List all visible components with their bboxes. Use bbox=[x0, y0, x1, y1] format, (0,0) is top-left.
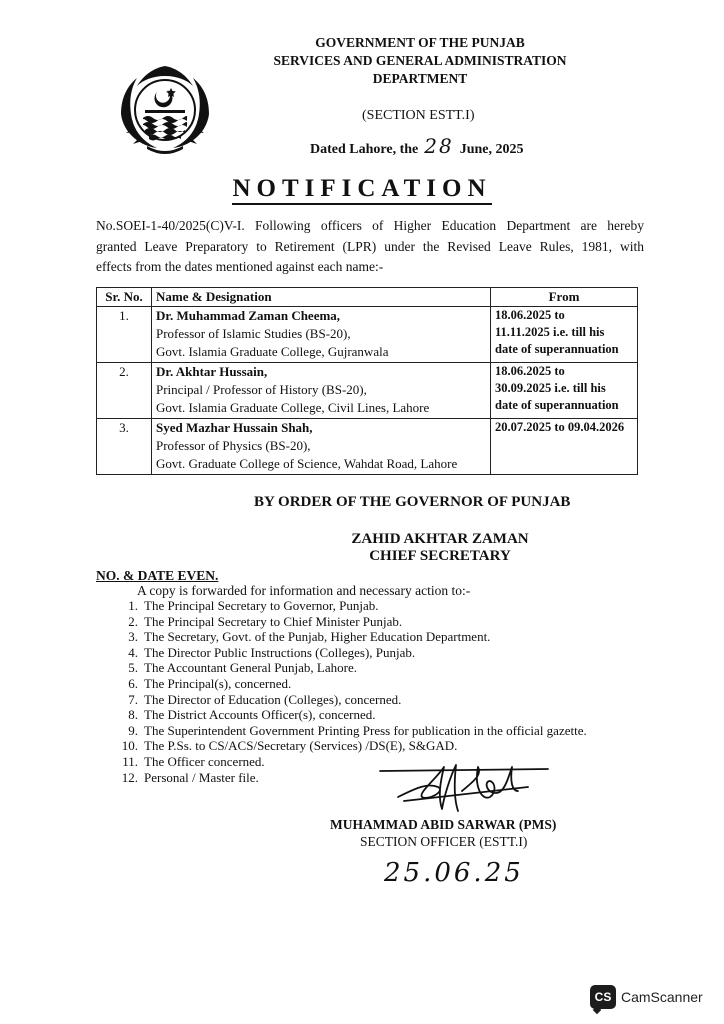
list-item: 11. The Officer concerned. bbox=[122, 753, 265, 769]
section-label: (SECTION ESTT.I) bbox=[362, 108, 475, 123]
header-department-cont: DEPARTMENT bbox=[372, 71, 468, 86]
dated-day-handwritten: 28 bbox=[424, 134, 454, 158]
cell-from bbox=[491, 307, 638, 363]
from-line: 18.06.2025 to bbox=[495, 308, 565, 322]
signatory-designation: SECTION OFFICER (ESTT.I) bbox=[360, 834, 528, 849]
list-item: 2. The Principal Secretary to Chief Minister Punjab. bbox=[128, 613, 403, 629]
from-line: 11.11.2025 i.e. till his bbox=[495, 325, 605, 339]
notification-title: NOTIFICATION bbox=[0, 175, 724, 203]
from-line: date of superannuation bbox=[495, 398, 619, 412]
from-line: 20.07.2025 to 09.04.2026 bbox=[495, 420, 625, 434]
table-row bbox=[97, 307, 638, 363]
body-line: granted Leave Preparatory to Retirement (LPR) under the Revised Leave Rules, 1981, with bbox=[96, 238, 644, 254]
header-department: SERVICES AND GENERAL ADMINISTRATION bbox=[273, 53, 567, 68]
list-item: 12. Personal / Master file. bbox=[121, 769, 259, 785]
copy-intro: A copy is forwarded for information and necessary action to:- bbox=[137, 583, 471, 598]
dated-line bbox=[310, 134, 523, 158]
table-row bbox=[97, 363, 638, 419]
from-line: date of superannuation bbox=[495, 342, 619, 356]
officer-college: Govt. Islamia Graduate College, Civil Lines, Lahore bbox=[156, 400, 430, 415]
camscanner-watermark bbox=[590, 985, 703, 1009]
dated-prefix: Dated Lahore, the bbox=[310, 142, 419, 157]
col-header-sr: Sr. No. bbox=[97, 288, 152, 307]
cell-name-designation bbox=[152, 419, 491, 475]
camscanner-logo-icon: CS bbox=[590, 985, 616, 1009]
col-header-from: From bbox=[491, 288, 638, 307]
cell-from bbox=[491, 363, 638, 419]
col-header-name: Name & Designation bbox=[152, 288, 491, 307]
lpr-table bbox=[96, 287, 638, 475]
cell-name-designation bbox=[152, 363, 491, 419]
list-item: 1. The Principal Secretary to Governor, Punjab. bbox=[128, 598, 379, 613]
punjab-emblem-icon bbox=[113, 58, 217, 162]
signature-icon bbox=[378, 757, 558, 819]
body-line: effects from the dates mentioned against each name:- bbox=[96, 259, 384, 274]
officer-name: Syed Mazhar Hussain Shah, bbox=[156, 420, 313, 435]
list-item: 5. The Accountant General Punjab, Lahore. bbox=[128, 660, 357, 676]
officer-name: Dr. Muhammad Zaman Cheema, bbox=[156, 308, 341, 323]
signatory-name: MUHAMMAD ABID SARWAR (PMS) bbox=[330, 817, 557, 832]
list-item: 8. The District Accounts Officer(s), concerned. bbox=[128, 707, 376, 723]
officer-designation: Principal / Professor of History (BS-20), bbox=[156, 382, 367, 397]
list-item: 10. The P.Ss. to CS/ACS/Secretary (Services) /DS(E), S&GAD. bbox=[121, 738, 458, 754]
table-row bbox=[97, 419, 638, 475]
officer-name: Dr. Akhtar Hussain, bbox=[156, 364, 268, 379]
list-item: 9. The Superintendent Government Printing Press for publication in the official gazette. bbox=[128, 722, 587, 738]
from-line: 30.09.2025 i.e. till his bbox=[495, 381, 606, 395]
header-govt: GOVERNMENT OF THE PUNJAB bbox=[315, 35, 525, 50]
officer-designation: Professor of Islamic Studies (BS-20), bbox=[156, 326, 351, 341]
list-item: 3. The Secretary, Govt. of the Punjab, Higher Education Department. bbox=[128, 629, 491, 645]
no-date-even: NO. & DATE EVEN. bbox=[96, 568, 219, 583]
cell-sr: 3. bbox=[97, 419, 152, 475]
dated-suffix: June, 2025 bbox=[459, 142, 524, 157]
officer-designation: Professor of Physics (BS-20), bbox=[156, 438, 311, 453]
list-item: 4. The Director Public Instructions (Colleges), Punjab. bbox=[128, 644, 416, 660]
chief-secretary-title: CHIEF SECRETARY bbox=[369, 548, 511, 564]
list-item: 7. The Director of Education (Colleges), concerned. bbox=[128, 691, 402, 707]
camscanner-text: CamScanner bbox=[621, 989, 703, 1005]
chief-secretary-name: ZAHID AKHTAR ZAMAN bbox=[351, 531, 529, 547]
cell-from bbox=[491, 419, 638, 475]
from-line: 18.06.2025 to bbox=[495, 364, 565, 378]
table-header-row bbox=[97, 288, 638, 307]
list-item: 6. The Principal(s), concerned. bbox=[128, 675, 292, 691]
cell-name-designation bbox=[152, 307, 491, 363]
notification-body bbox=[96, 216, 644, 278]
order-line: BY ORDER OF THE GOVERNOR OF PUNJAB bbox=[254, 494, 571, 510]
cell-sr: 2. bbox=[97, 363, 152, 419]
cell-sr: 1. bbox=[97, 307, 152, 363]
officer-college: Govt. Islamia Graduate College, Gujranwala bbox=[156, 344, 389, 359]
officer-college: Govt. Graduate College of Science, Wahdat Road, Lahore bbox=[156, 456, 458, 471]
handwritten-date: 25.06.25 bbox=[384, 858, 524, 888]
body-line: No.SOEI-1-40/2025(C)V-I. Following officers of Higher Education Department are hereby bbox=[96, 218, 644, 233]
